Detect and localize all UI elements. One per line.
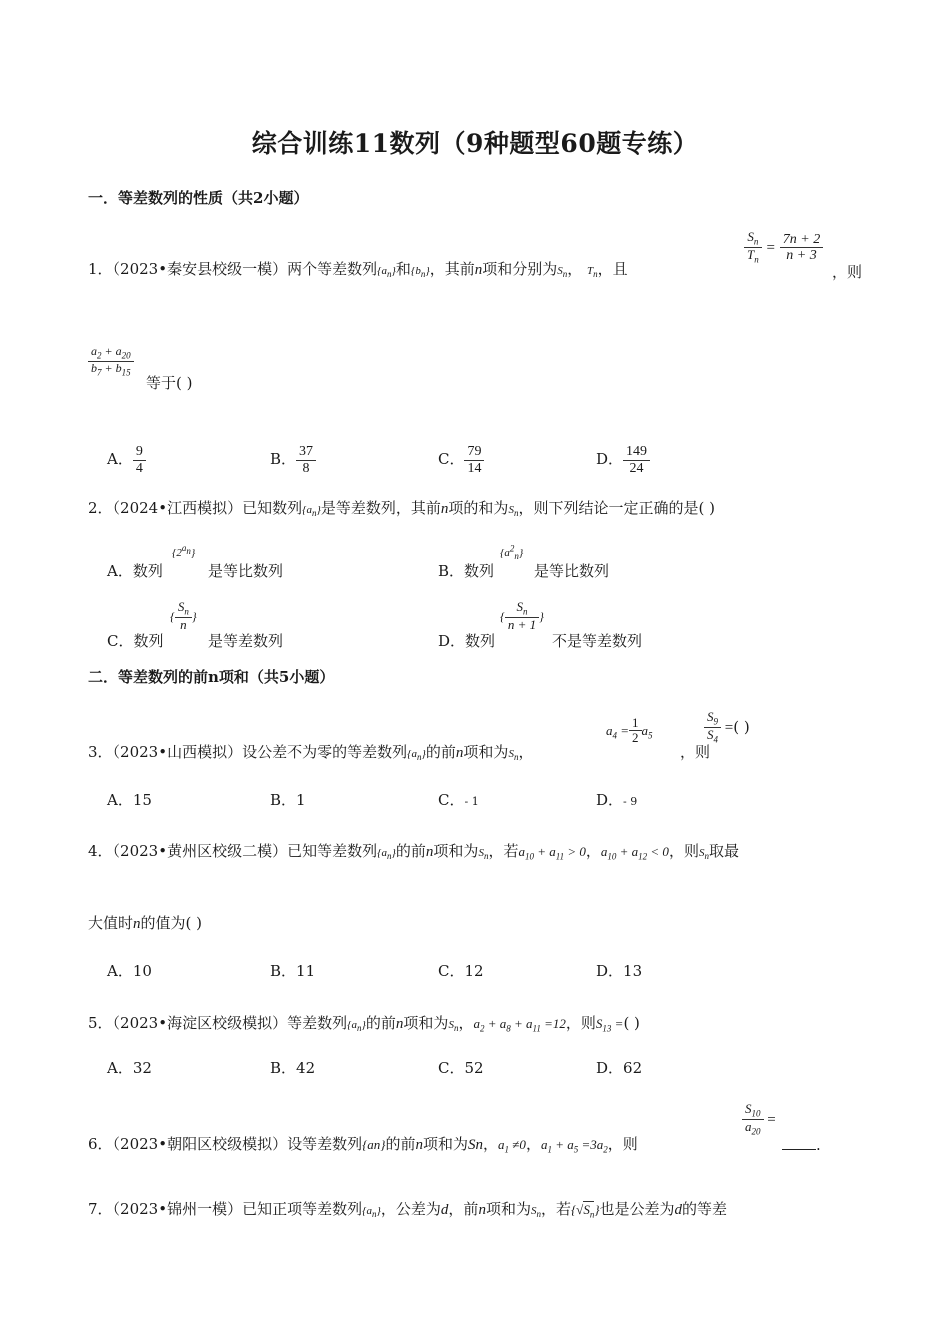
question-3: 3．（2023•山西模拟）设公差不为零的等差数列$\{a_n\}$的前n项和为$S_n$， bbox=[88, 743, 534, 763]
math-s9-over-s4: $\frac{S_9}{S_4}$ =( ) bbox=[704, 710, 750, 746]
math-ratio-sum: $\frac{a_2 + a_{20}}{b_7 + b_{15}}$ bbox=[88, 345, 134, 379]
q5-option-b: B．42 bbox=[270, 1059, 316, 1077]
q1-option-c: C． $\frac{79}{14}$ bbox=[438, 418, 484, 476]
question-1: 1．（2023•秦安县校级一模）两个等差数列$\{a_n\}$和$\{b_n\}$，其前n项和分别为$S_n$， $T_n$，且 bbox=[88, 260, 628, 280]
q2-option-a: A．数列 bbox=[107, 562, 163, 580]
math-2-pow-an: $\{2^{a_n}\}$ bbox=[172, 543, 196, 559]
q3-option-b: B．1 bbox=[270, 791, 306, 809]
q4-option-d: D．13 bbox=[596, 962, 643, 980]
math-ratio-sn-tn: $\frac{S_n}{T_n}$ = $\frac{7n + 2}{n + 3}$ bbox=[744, 230, 823, 266]
q1-option-d: D． $\frac{149}{24}$ bbox=[596, 418, 650, 476]
answer-blank[interactable]: . bbox=[782, 1136, 821, 1154]
math-sn-over-n: { $\frac{S_n}{n}$ } bbox=[170, 599, 197, 633]
question-2: 2．（2024•江西模拟）已知数列$\{a_n\}$是等差数列，其前n项的和为$S_n$，则下列结论一定正确的是( ) bbox=[88, 499, 715, 519]
q2-option-d: D．数列 bbox=[438, 632, 496, 650]
math-s10-over-a20: $\frac{S_{10}}{a_{20}}$ = bbox=[742, 1102, 776, 1138]
q3-option-a: A．15 bbox=[107, 791, 152, 809]
q3-option-c: C．- 1 bbox=[438, 791, 479, 809]
page-title: 综合训练11数列（9种题型60题专练） bbox=[251, 129, 699, 158]
section-heading-1: 一．等差数列的性质（共2小题） bbox=[88, 189, 309, 207]
q4-option-b: B．11 bbox=[270, 962, 316, 980]
question-6: 6．（2023•朝阳区校级模拟）设等差数列{an}的前n项和为Sn，$a_1 \ne 0$，$a_1 + a_5 =3a_2$，则 bbox=[88, 1135, 638, 1155]
q2-option-b: B．数列 bbox=[438, 562, 495, 580]
document-page: 综合训练11数列（9种题型60题专练） 一．等差数列的性质（共2小题） 1．（2023•秦安县校级一模）两个等差数列$\{a_n\}$和$\{b_n\}$，其前n项和分别为$S_n$， $T_n$，且 $\frac{S_n}{T_n}$ = $\frac{7n + 2}{n + 3}$ ，则 $\frac{a_2 + a_{20}}{b_7 + b_{15}}$ 等于( ) A． $\frac{9}{4}$ B． $\frac{37}{8}$ C． $\frac{79}{14}$ D． $\frac{149}{24}$ 2．（2024•江西模拟）已知数列$\{a_n\}$是等差数列，其前n项的和为$S_n$，则下列结论一定正确的是( ) A．数列 $\{2^{a_n}\}$ 是等比数列 B．数列 $\{a^2_n\}$ 是等比数列 C．数列 { $\frac{S_n}{n}$ } 是等差数列 D．数列 { $\frac{S_n}{n + 1}$ } 不是等差数列 二．等差数列的前n项和（共5小题） 3．（2023•山西模拟）设公差不为零的等差数列$\{a_n\}$的前n项和为$S_n$， $a_4$ = $\frac{1}{2}$ $a_5$ ，则 $\frac{S_9}{S_4}$ =( ) A．15 B．1 C．- 1 D．- 9 4．（2023•黄州区校级二模）已知等差数列$\{a_n\}$的前n项和为$S_n$，若$a_{10} + a_{11} > 0$，$a_{10} + a_{12} < 0$，则$S_n$取最 大值时n的值为( ) A．10 B．11 C．12 D．13 5．（2023•海淀区校级模拟）等差数列$\{a_n\}$的前n项和为$S_n$，$a_2 + a_8 + a_{11} =12$，则$S_{13}$ =( ) A．32 B．42 C．52 D．62 6．（2023•朝阳区校级模拟）设等差数列{an}的前n项和为Sn，$a_1 \ne 0$，$a_1 + a_5 =3a_2$，则 $\frac{S_{10}}{a_{20}}$ = . 7．（2023•锦州一模）已知正项等差数列$\{a_n\}$，公差为d，前n项和为$S_n$，若$\{√S_n\}$也是公差为d的等差 bbox=[0, 0, 950, 1344]
question-4: 4．（2023•黄州区校级二模）已知等差数列$\{a_n\}$的前n项和为$S_n$，若$a_{10} + a_{11} > 0$，$a_{10} + a_{12} < 0$，则$S_n$取最 bbox=[88, 842, 739, 862]
question-7: 7．（2023•锦州一模）已知正项等差数列$\{a_n\}$，公差为d，前n项和为$S_n$，若$\{√S_n\}$也是公差为d的等差 bbox=[88, 1200, 728, 1220]
math-set-an: $\{a_n\}$ bbox=[377, 265, 396, 280]
math-a4-eq-half-a5: $a_4$ = $\frac{1}{2}$ $a_5$ bbox=[606, 715, 653, 746]
q4-option-a: A．10 bbox=[107, 962, 152, 980]
math-an-squared: $\{a^2_n\}$ bbox=[500, 543, 524, 562]
q5-option-d: D．62 bbox=[596, 1059, 643, 1077]
q5-option-a: A．32 bbox=[107, 1059, 152, 1077]
section-heading-2: 二．等差数列的前n项和（共5小题） bbox=[88, 668, 335, 686]
q1-option-a: A． $\frac{9}{4}$ bbox=[107, 418, 146, 476]
question-5: 5．（2023•海淀区校级模拟）等差数列$\{a_n\}$的前n项和为$S_n$，$a_2 + a_8 + a_{11} =12$，则$S_{13}$ =( ) bbox=[88, 1014, 640, 1034]
q5-option-c: C．52 bbox=[438, 1059, 484, 1077]
q1-option-b: B． $\frac{37}{8}$ bbox=[270, 418, 316, 476]
math-set-bn: $\{b_n\}$ bbox=[410, 265, 430, 280]
q3-option-d: D．- 9 bbox=[596, 791, 638, 809]
q2-option-c: C．数列 bbox=[107, 632, 164, 650]
q4-option-c: C．12 bbox=[438, 962, 484, 980]
math-sn-over-n-plus-1: { $\frac{S_n}{n + 1}$ } bbox=[500, 599, 544, 633]
